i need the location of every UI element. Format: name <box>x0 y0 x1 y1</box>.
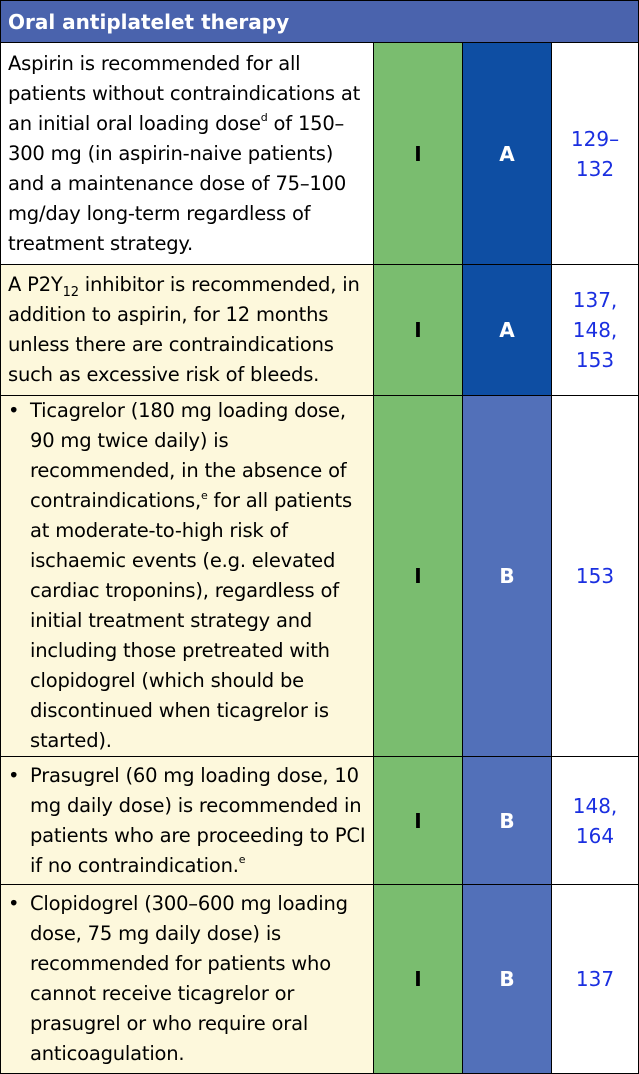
reference-link[interactable]: 148, <box>572 793 618 818</box>
reference-link[interactable]: 153 <box>575 564 615 588</box>
recommendation-row-p2y12 <box>1 265 639 396</box>
class-cell: I <box>374 265 463 396</box>
reference-link[interactable]: 137 <box>575 967 615 991</box>
footnote-marker: e <box>238 853 246 866</box>
level-cell: B <box>463 757 552 885</box>
reference-link[interactable]: 164 <box>575 823 615 848</box>
section-header-row <box>1 1 639 43</box>
reference-link[interactable]: 153 <box>575 348 615 372</box>
footnote-marker: e <box>200 488 208 502</box>
reference-link[interactable]: 137, <box>572 288 618 312</box>
reference-cell <box>552 396 639 757</box>
class-cell: I <box>374 43 463 265</box>
level-cell: B <box>463 885 552 1074</box>
bullet-marker: • <box>8 399 20 422</box>
level-cell: A <box>463 43 552 265</box>
recommendation-text <box>1 757 374 885</box>
section-title: Oral antiplatelet therapy <box>1 1 639 43</box>
level-cell: B <box>463 396 552 757</box>
recommendation-row-aspirin <box>1 43 639 265</box>
recommendation-row-prasugrel <box>1 757 639 885</box>
text-segment: Ticagrelor (180 mg loading dose, 90 mg twice daily) is recommended, in the absence of contraindications, <box>30 399 347 512</box>
recommendation-row-ticagrelor <box>1 396 639 757</box>
text-segment: Prasugrel (60 mg loading dose, 10 mg daily dose) is recommended in patients who are proceeding to PCI if no contraindication. <box>30 763 366 877</box>
reference-cell <box>552 265 639 396</box>
text-segment: Aspirin is recommended for all patients without contraindications at an initial oral loading dose <box>8 51 361 135</box>
reference-cell <box>552 757 639 885</box>
recommendation-row-clopidogrel <box>1 885 639 1074</box>
reference-link[interactable]: 129– <box>570 126 620 151</box>
recommendation-text <box>1 43 374 265</box>
reference-link[interactable]: 148, <box>572 318 618 342</box>
text-segment: Clopidogrel (300–600 mg loading dose, 75 mg daily dose) is recommended for patients who cannot receive ticagrelor or prasugrel or who require oral anticoagulation. <box>30 892 348 1065</box>
footnote-marker: d <box>260 111 268 124</box>
recommendation-text <box>1 885 374 1074</box>
class-cell: I <box>374 885 463 1074</box>
text-segment: for all patients at moderate-to-high risk of ischaemic events (e.g. elevated cardiac troponins), regardless of initial treatment strategy and including those pretreated with clopidogrel (which should be discontinued when ticagrelor is started). <box>30 489 352 752</box>
reference-cell <box>552 885 639 1074</box>
reference-link[interactable]: 132 <box>575 156 615 181</box>
class-cell: I <box>374 396 463 757</box>
recommendation-text <box>1 265 374 396</box>
text-segment: A P2Y <box>8 273 63 296</box>
text-segment: of 150–300 mg (in aspirin-naive patients) and a maintenance dose of 75–100 mg/day long-term regardless of treatment strategy. <box>8 111 347 255</box>
bullet-marker: • <box>8 763 20 787</box>
level-cell: A <box>463 265 552 396</box>
bullet-marker: • <box>8 892 20 915</box>
text-segment: inhibitor is recommended, in addition to aspirin, for 12 months unless there are contraindications such as excessive risk of bleeds. <box>8 273 360 386</box>
reference-cell <box>552 43 639 265</box>
recommendation-text <box>1 396 374 757</box>
subscript: 12 <box>62 284 79 300</box>
class-cell: I <box>374 757 463 885</box>
